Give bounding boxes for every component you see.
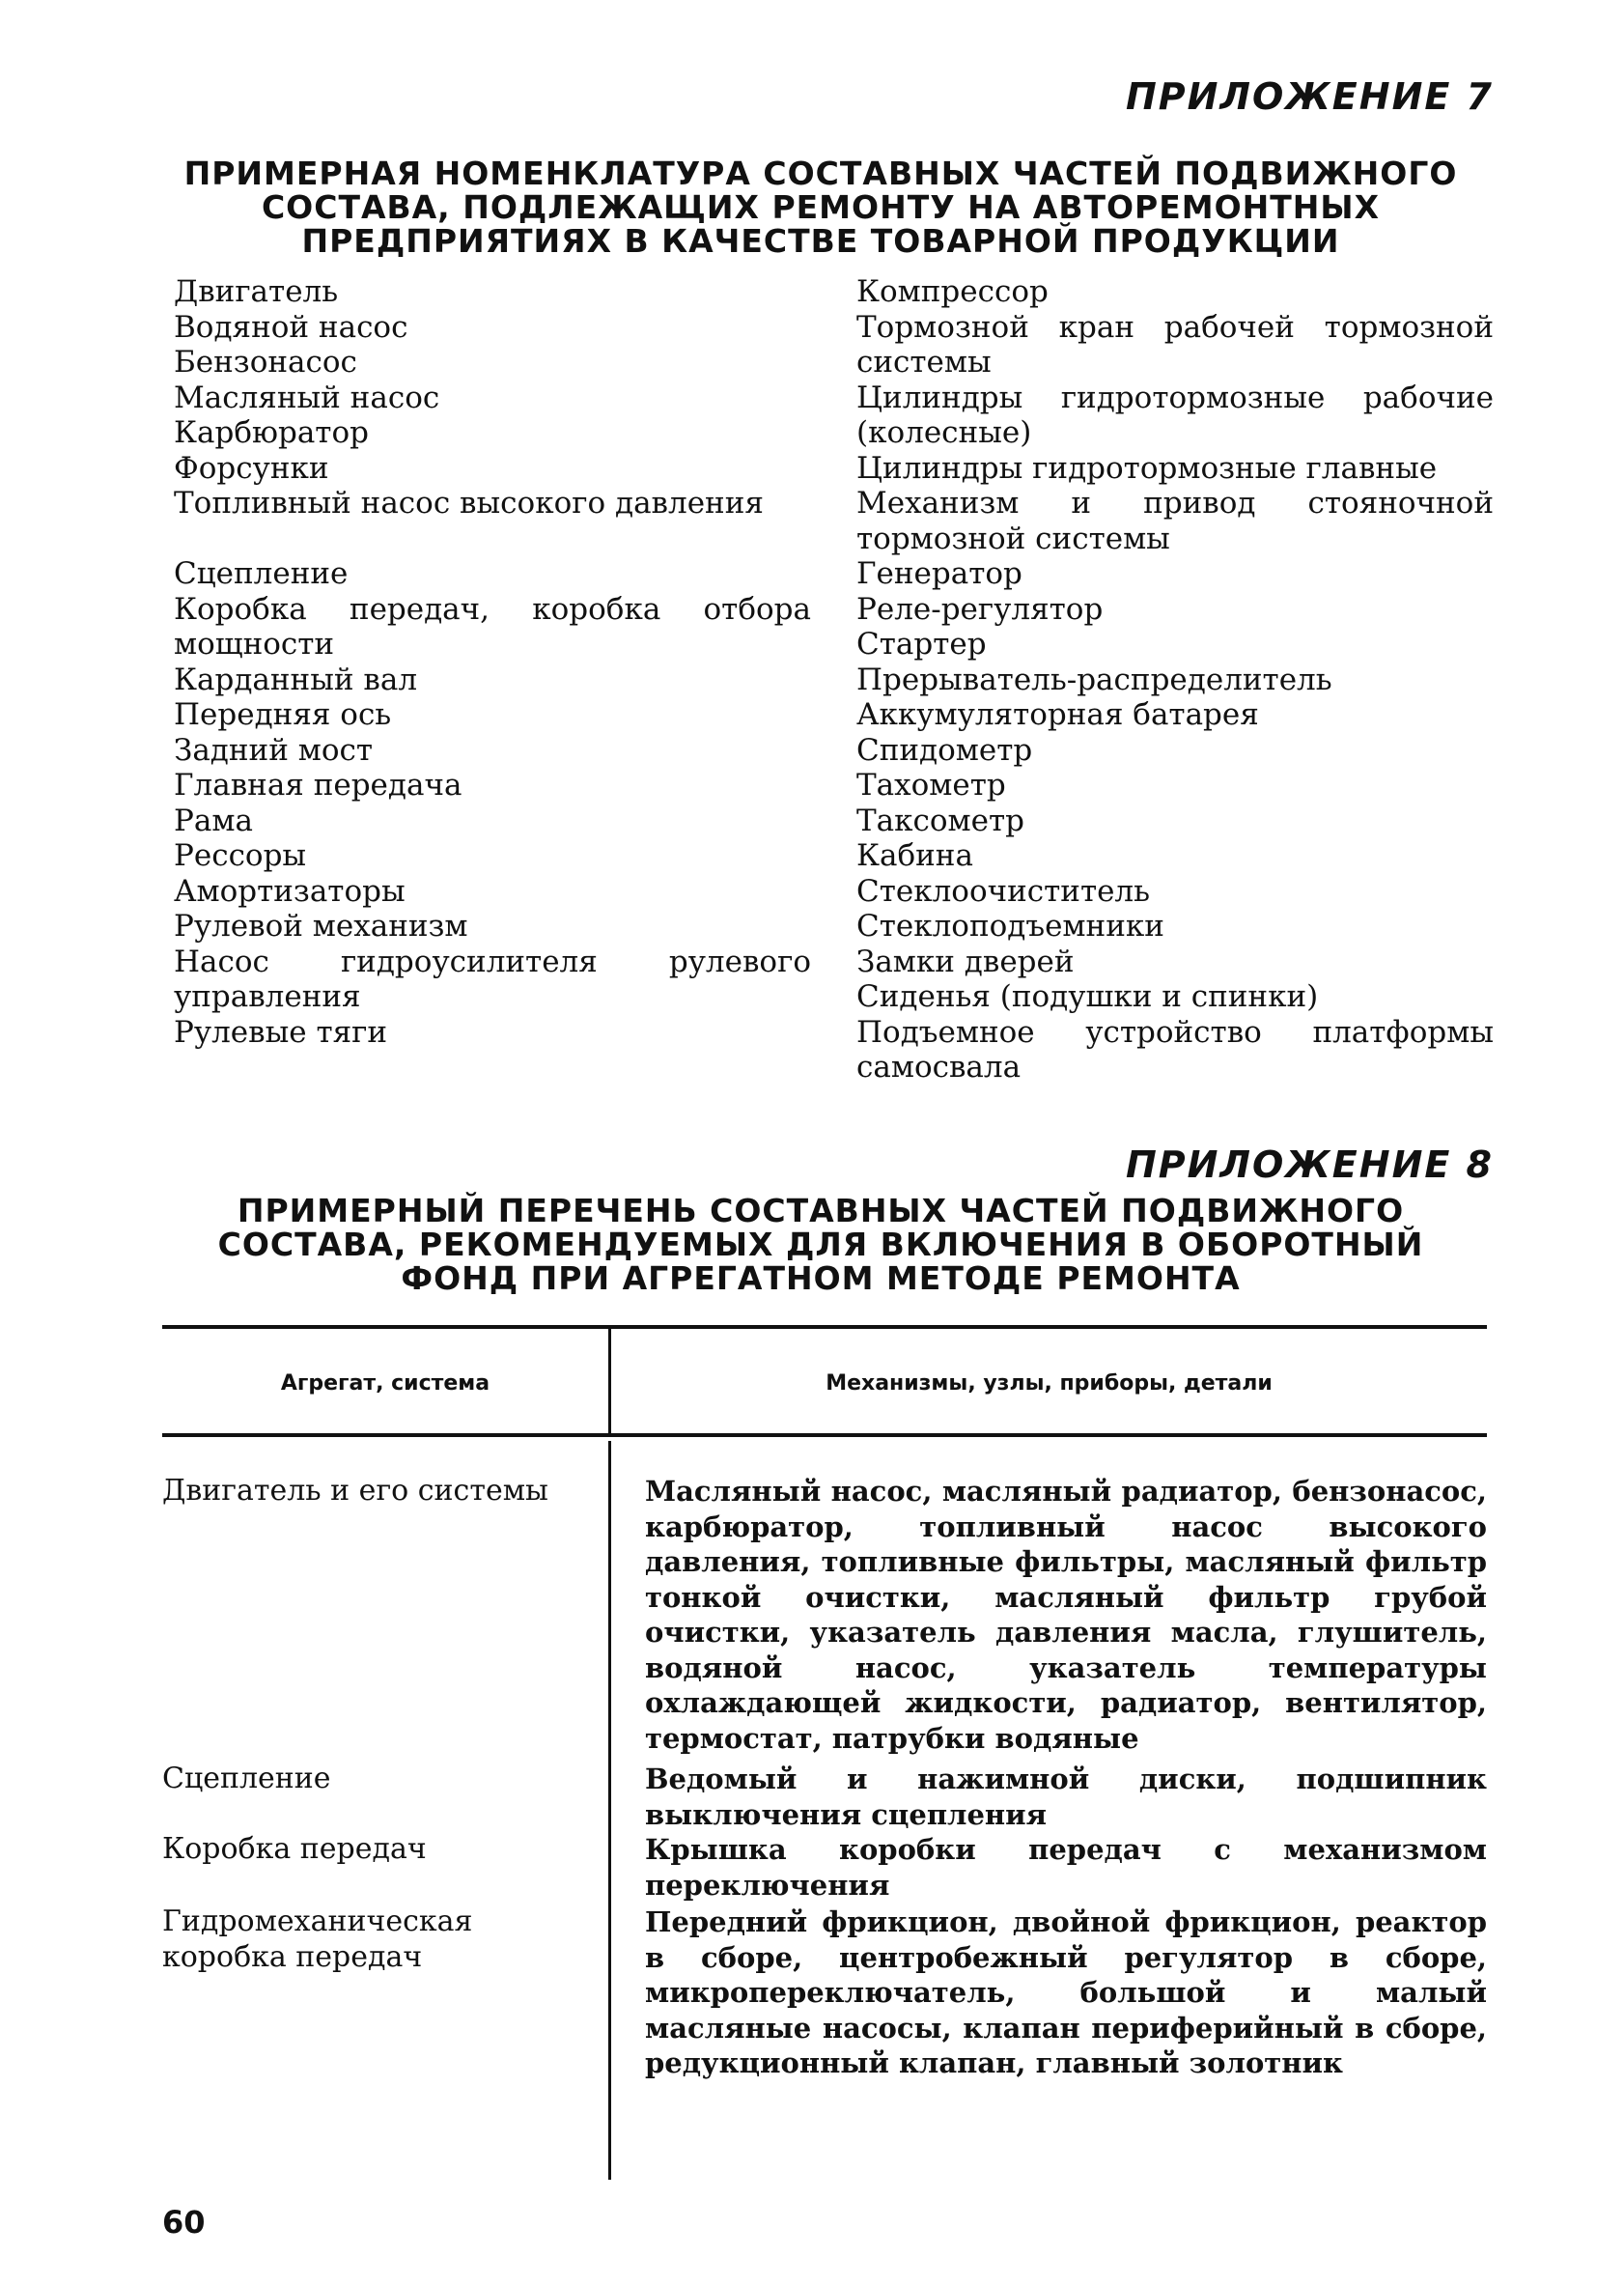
table-cell-parts: Масляный насос, масляный радиатор, бензонасос, карбюратор, топливный насос высокого давления, топливные фильтры, масляный фильтр тонкой очистки, масляный фильтр грубой очистки, указатель давления масла, глушитель, водяной насос, указатель температуры охлаждающей жидкости, радиатор, вентилятор, термостат, патрубки водяные [645, 1475, 1487, 1755]
table-cell-parts: Передний фрикцион, двойной фрикцион, реактор в сборе, центробежный регулятор в сборе, микропереключатель, большой и малый масляные насосы, клапан периферийный в сборе, редукционный клапан, главный золотник [645, 1905, 1487, 2079]
list-item: Рулевой механизм [174, 909, 468, 944]
table-cell-unit: Двигатель и его системы [162, 1474, 548, 1508]
list-item: Бензонасос [174, 345, 357, 380]
list-item: Рама [174, 803, 253, 838]
title-line: ПРЕДПРИЯТИЯХ В КАЧЕСТВЕ ТОВАРНОЙ ПРОДУКЦИИ [301, 222, 1340, 260]
list-item: Спидометр [856, 732, 1033, 768]
list-item: Генератор [856, 556, 1022, 591]
list-item: Тахометр [856, 768, 1006, 803]
table-cell-parts: Ведомый и нажимной диски, подшипник выключения сцепления [645, 1763, 1487, 1831]
list-item: Задний мост [174, 732, 374, 768]
list-item: Коробка передач, коробка отбора мощности [174, 591, 811, 662]
table-top-rule [162, 1325, 1487, 1329]
list-item: Рулевые тяги [174, 1014, 388, 1050]
list-item: Главная передача [174, 768, 462, 803]
page-number: 60 [162, 2204, 206, 2241]
title-line: СОСТАВА, ПОДЛЕЖАЩИХ РЕМОНТУ НА АВТОРЕМОНТНЫХ [261, 188, 1381, 226]
title-line: ПРИМЕРНАЯ НОМЕНКЛАТУРА СОСТАВНЫХ ЧАСТЕЙ ПОДВИЖНОГО [183, 155, 1458, 192]
list-item: Стартер [856, 627, 987, 662]
list-item: Масляный насос [174, 380, 440, 415]
table-cell-unit: Коробка передач [162, 1832, 427, 1866]
list-item: Механизм и привод стояночной тормозной системы [856, 486, 1494, 556]
title-line: ФОНД ПРИ АГРЕГАТНОМ МЕТОДЕ РЕМОНТА [401, 1259, 1241, 1297]
list-item: Водяной насос [174, 309, 408, 345]
list-item: Подъемное устройство платформы самосвала [856, 1014, 1494, 1085]
right-list [856, 274, 1494, 1086]
list-item: Насос гидроусилителя рулевого управления [174, 944, 811, 1014]
list-item: Тормозной кран рабочей тормозной системы [856, 309, 1494, 380]
list-item: Кабина [856, 838, 973, 873]
list-item: Стеклоподъемники [856, 909, 1164, 944]
list-item: Амортизаторы [174, 873, 406, 909]
appendix-7-label: ПРИЛОЖЕНИЕ 7 [1125, 75, 1494, 118]
list-item: Форсунки [174, 450, 329, 486]
appendix-8-title [145, 1194, 1497, 1295]
list-item: Рессоры [174, 838, 307, 873]
title-line: СОСТАВА, РЕКОМЕНДУЕМЫХ ДЛЯ ВКЛЮЧЕНИЯ В ОБОРОТНЫЙ [217, 1226, 1424, 1263]
table-cell-parts: Крышка коробки передач с механизмом переключения [645, 1833, 1487, 1902]
table-column-divider [608, 1441, 611, 2180]
list-item: Двигатель [174, 274, 339, 309]
list-item: Карданный вал [174, 662, 418, 697]
table-header-rule [162, 1433, 1487, 1437]
list-item: Замки дверей [856, 944, 1075, 979]
list-item: Реле-регулятор [856, 591, 1104, 627]
list-item: Компрессор [856, 274, 1049, 309]
left-list [174, 274, 811, 1050]
list-item: Стеклоочиститель [856, 873, 1151, 909]
list-item: Цилиндры гидротормозные главные [856, 450, 1438, 486]
table-header-unit: Агрегат, система [280, 1371, 490, 1396]
list-item: Карбюратор [174, 415, 369, 450]
table-header-parts: Механизмы, узлы, приборы, детали [826, 1371, 1273, 1396]
list-item: Сиденья (подушки и спинки) [856, 979, 1319, 1014]
title-line: ПРИМЕРНЫЙ ПЕРЕЧЕНЬ СОСТАВНЫХ ЧАСТЕЙ ПОДВИЖНОГО [237, 1192, 1405, 1229]
list-item: Сцепление [174, 556, 349, 591]
list-item: Топливный насос высокого давления [174, 486, 764, 521]
list-item: Передняя ось [174, 697, 392, 732]
list-item: Аккумуляторная батарея [856, 697, 1259, 732]
list-item: Цилиндры гидротормозные рабочие (колесные) [856, 380, 1494, 450]
spacer [174, 522, 811, 557]
list-item: Таксометр [856, 803, 1025, 838]
table-cell-unit: Сцепление [162, 1762, 331, 1795]
appendix-8-label: ПРИЛОЖЕНИЕ 8 [1125, 1143, 1494, 1186]
appendix-7-title [145, 156, 1497, 258]
list-item: Прерыватель-распределитель [856, 662, 1332, 697]
table-cell-unit: Гидромеханическая коробка передач [162, 1904, 473, 1974]
